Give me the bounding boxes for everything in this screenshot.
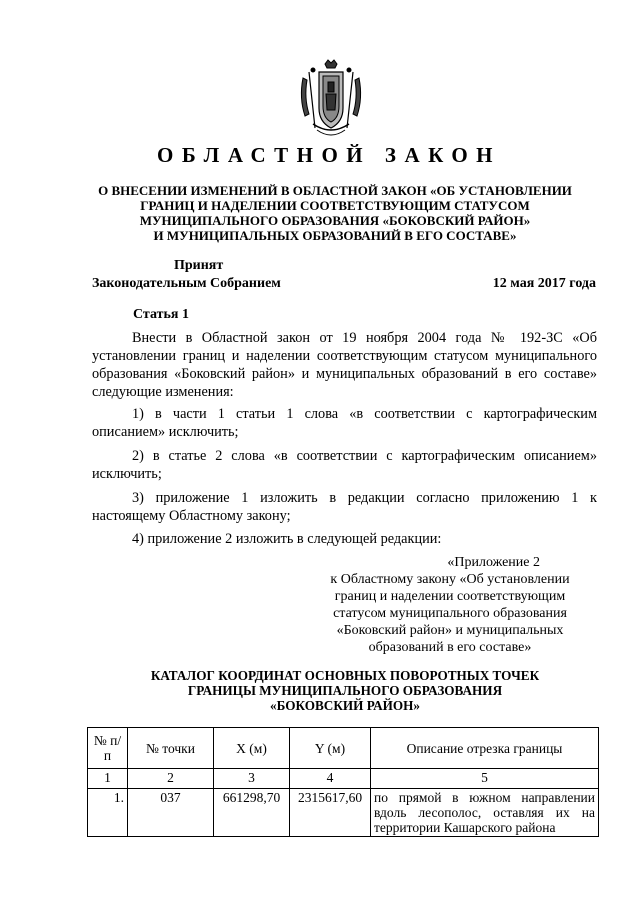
row-number: 1.	[88, 789, 128, 837]
article-paragraph: 3) приложение 1 изложить в редакции согласно приложению 1 к настоящему Областному закону;	[92, 490, 597, 524]
coat-of-arms-emblem	[295, 58, 367, 140]
column-header: Описание отрезка границы	[371, 728, 599, 769]
column-number-row	[88, 769, 599, 789]
subtitle-line: МУНИЦИПАЛЬНОГО ОБРАЗОВАНИЯ «БОКОВСКИЙ РАЙОН»	[139, 213, 531, 228]
column-header: № п/п	[88, 728, 128, 769]
adopted-by	[92, 257, 281, 293]
appendix-reference-text: к Областному закону «Об установлении границ и наделении соответствующим статусом муниципального образования «Боковский район» и муниципальных образований в его составе»	[330, 572, 570, 655]
appendix-reference	[310, 554, 590, 656]
x-coordinate: 661298,70	[214, 789, 290, 837]
article-paragraph: 2) в статье 2 слова «в соответствии с картографическим описанием» исключить;	[92, 448, 597, 482]
column-number: 5	[371, 769, 599, 789]
y-coordinate: 2315617,60	[290, 789, 371, 837]
coordinates-table	[87, 727, 599, 837]
subtitle-line: О ВНЕСЕНИИ ИЗМЕНЕНИЙ В ОБЛАСТНОЙ ЗАКОН «ОБ УСТАНОВЛЕНИИ	[98, 183, 572, 198]
article-paragraph: 4) приложение 2 изложить в следующей редакции:	[132, 531, 442, 547]
catalog-title-line: ГРАНИЦЫ МУНИЦИПАЛЬНОГО ОБРАЗОВАНИЯ	[187, 683, 503, 698]
column-number: 4	[290, 769, 371, 789]
catalog-title-line: «БОКОВСКИЙ РАЙОН»	[270, 698, 420, 713]
article-paragraph: Внести в Областной закон от 19 ноября 2004 года № 192-ЗС «Об установлении границ и наделении соответствующим статусом муниципального образования «Боковский район» и муниципальных образований в его составе» следующие изменения:	[92, 330, 597, 400]
law-type-title: ОБЛАСТНОЙ ЗАКОН	[156, 143, 501, 167]
column-number: 1	[88, 769, 128, 789]
table-row	[88, 789, 599, 837]
column-header: № точки	[128, 728, 214, 769]
catalog-title-line: КАТАЛОГ КООРДИНАТ ОСНОВНЫХ ПОВОРОТНЫХ ТОЧЕК	[150, 668, 540, 683]
adopted-body: Законодательным Собранием	[92, 276, 281, 291]
subtitle-line: ГРАНИЦ И НАДЕЛЕНИИ СООТВЕТСТВУЮЩИМ СТАТУСОМ	[140, 198, 530, 213]
column-header: X (м)	[214, 728, 290, 769]
segment-description: по прямой в южном направлении вдоль лесополос, оставляя их на территории Кашарского района	[371, 789, 599, 837]
adopted-label: Принят	[174, 258, 224, 273]
subtitle-line: И МУНИЦИПАЛЬНЫХ ОБРАЗОВАНИЙ В ЕГО СОСТАВЕ»	[153, 228, 517, 243]
article-title: Статья 1	[133, 307, 189, 322]
article-paragraph: 1) в части 1 статьи 1 слова «в соответствии с картографическим описанием» исключить;	[92, 406, 597, 440]
catalog-title	[90, 668, 600, 713]
column-number: 3	[214, 769, 290, 789]
column-number: 2	[128, 769, 214, 789]
appendix-label: «Приложение 2	[447, 555, 540, 570]
table-header-row	[88, 728, 599, 769]
law-subtitle	[60, 183, 610, 243]
adopted-date: 12 мая 2017 года	[492, 276, 596, 291]
column-header: Y (м)	[290, 728, 371, 769]
point-number: 037	[128, 789, 214, 837]
